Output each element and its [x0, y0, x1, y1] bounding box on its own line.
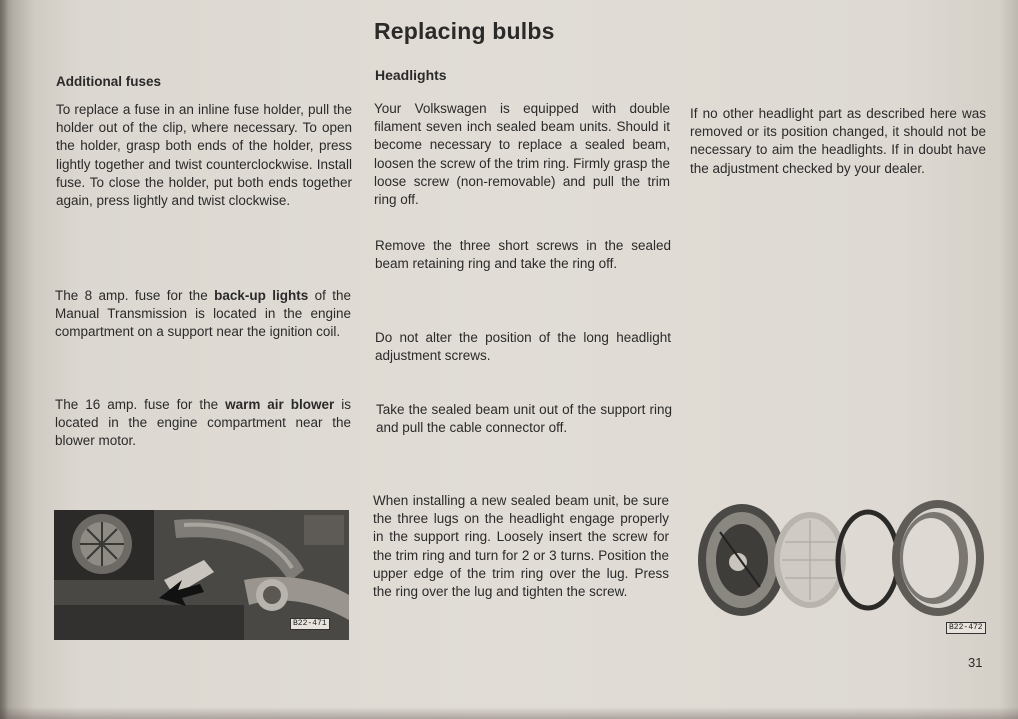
- heading-additional-fuses: Additional fuses: [56, 74, 162, 89]
- page-number: 31: [968, 655, 983, 670]
- paragraph-warm-air-bold: warm air blower: [225, 397, 335, 412]
- figure-code-engine: B22-471: [290, 618, 330, 630]
- heading-headlights: Headlights: [375, 67, 447, 83]
- paragraph-backup-lights-post: of the Manual Transmission is located in the engine compartment on a support near the ignition coil.: [55, 288, 351, 340]
- paragraph-backup-lights-fuse: [55, 287, 351, 342]
- paragraph-warm-air-post: is located in the engine compartment near the blower motor.: [55, 397, 351, 449]
- figure-code-headlight: B22-472: [946, 622, 986, 634]
- paragraph-headlight-aim: If no other headlight part as described here was removed or its position changed, it should not be necessary to aim the headlights. If in doubt have the adjustment checked by your dealer.: [690, 106, 986, 176]
- page-bottom-shadow: [0, 707, 1018, 719]
- paragraph-installing-beam: When installing a new sealed beam unit, be sure the three lugs on the headlight engage properly in the support ring. Loosely insert the screw for the trim ring and turn for 2 or 3 turns. Position the upper edge of the trim ring over the lug. Press the ring over the lug and tighten the screw.: [373, 493, 669, 600]
- page-title: Replacing bulbs: [374, 18, 555, 44]
- paragraph-warm-air-pre: The 16 amp. fuse for the: [55, 397, 226, 412]
- paragraph-cable-connector: Take the sealed beam unit out of the support ring and pull the cable connector off.: [376, 402, 672, 436]
- paragraph-warm-air-fuse: [55, 396, 351, 451]
- paragraph-sealed-beam: Your Volkswagen is equipped with double filament seven inch sealed beam units. Should it become necessary to replace a sealed beam, loosen the screw of the trim ring. Firmly grasp the loose screw (non-removable) and pull the trim ring off.: [374, 101, 670, 208]
- binding-shadow: [0, 0, 8, 719]
- headlight-parts-photo: [690, 492, 992, 638]
- paragraph-backup-lights-bold: back-up lights: [214, 288, 309, 303]
- paragraph-fuse-holder: To replace a fuse in an inline fuse holder, pull the holder out of the clip, where necessary. To open the holder, grasp both ends of the holder, press lightly together and twist counterclockwise. Install fuse. To close the holder, put both ends together again, press lightly and twist clockwise.: [56, 102, 352, 209]
- paragraph-adjustment-screws: Do not alter the position of the long headlight adjustment screws.: [375, 330, 671, 364]
- paragraph-backup-lights-pre: The 8 amp. fuse for the: [55, 288, 215, 303]
- engine-compartment-photo: [54, 510, 349, 640]
- paragraph-retaining-ring: Remove the three short screws in the sealed beam retaining ring and take the ring off.: [375, 238, 671, 272]
